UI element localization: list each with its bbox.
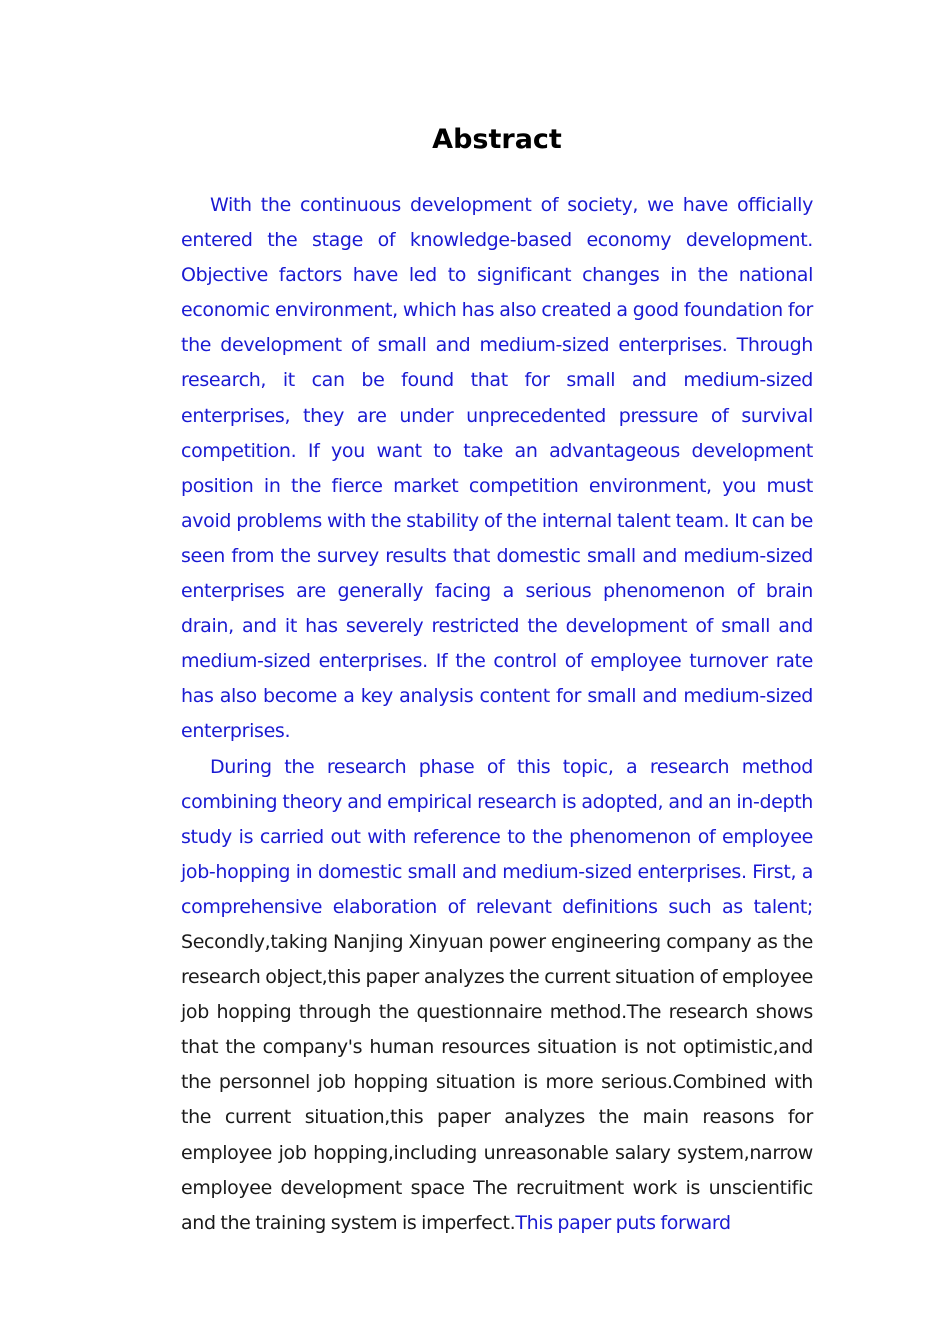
paragraph-1-text: With the continuous development of society, we have officially entered the stage of knowledge-based economy development. Objective factors have led to significant changes in the national economic environment, which has also created a good foundation for the development of small and medium-sized enterprises. Through research, it can be found that for small and medium-sized enterprises, they are under unprecedented pressure of survival competition. If you want to take an advantageous development position in the fierce market competition environment, you must avoid problems with the stability of the internal talent team. It can be seen from the survey results that domestic small and medium-sized enterprises are generally facing a serious phenomenon of brain drain, and it has severely restricted the development of small and medium-sized enterprises. If the control of employee turnover rate has also become a key analysis content for small and medium-sized enterprises. <box>181 194 813 743</box>
paragraph-2-black-text: Secondly,taking Nanjing Xinyuan power engineering company as the research object,this paper analyzes the current situation of employee job hopping through the questionnaire method.The research shows that the company's human resources situation is not optimistic,and the personnel job hopping situation is more serious.Combined with the current situation,this paper analyzes the main reasons for employee job hopping,including unreasonable salary system,narrow employee development space The recruitment work is unscientific and the training system is imperfect. <box>181 930 813 1234</box>
abstract-heading: Abstract <box>432 124 562 155</box>
abstract-paragraph-2 <box>181 750 813 1241</box>
abstract-paragraph-1 <box>181 188 813 750</box>
paragraph-2-blue-text: During the research phase of this topic, a research method combining theory and empirical research is adopted, and an in-depth study is carried out with reference to the phenomenon of employee job-hopping in domestic small and medium-sized enterprises. First, a comprehensive elaboration of relevant definitions such as talent; <box>181 755 813 918</box>
document-page <box>181 118 813 1241</box>
paragraph-2-blue-tail: This paper puts forward <box>515 1211 731 1234</box>
